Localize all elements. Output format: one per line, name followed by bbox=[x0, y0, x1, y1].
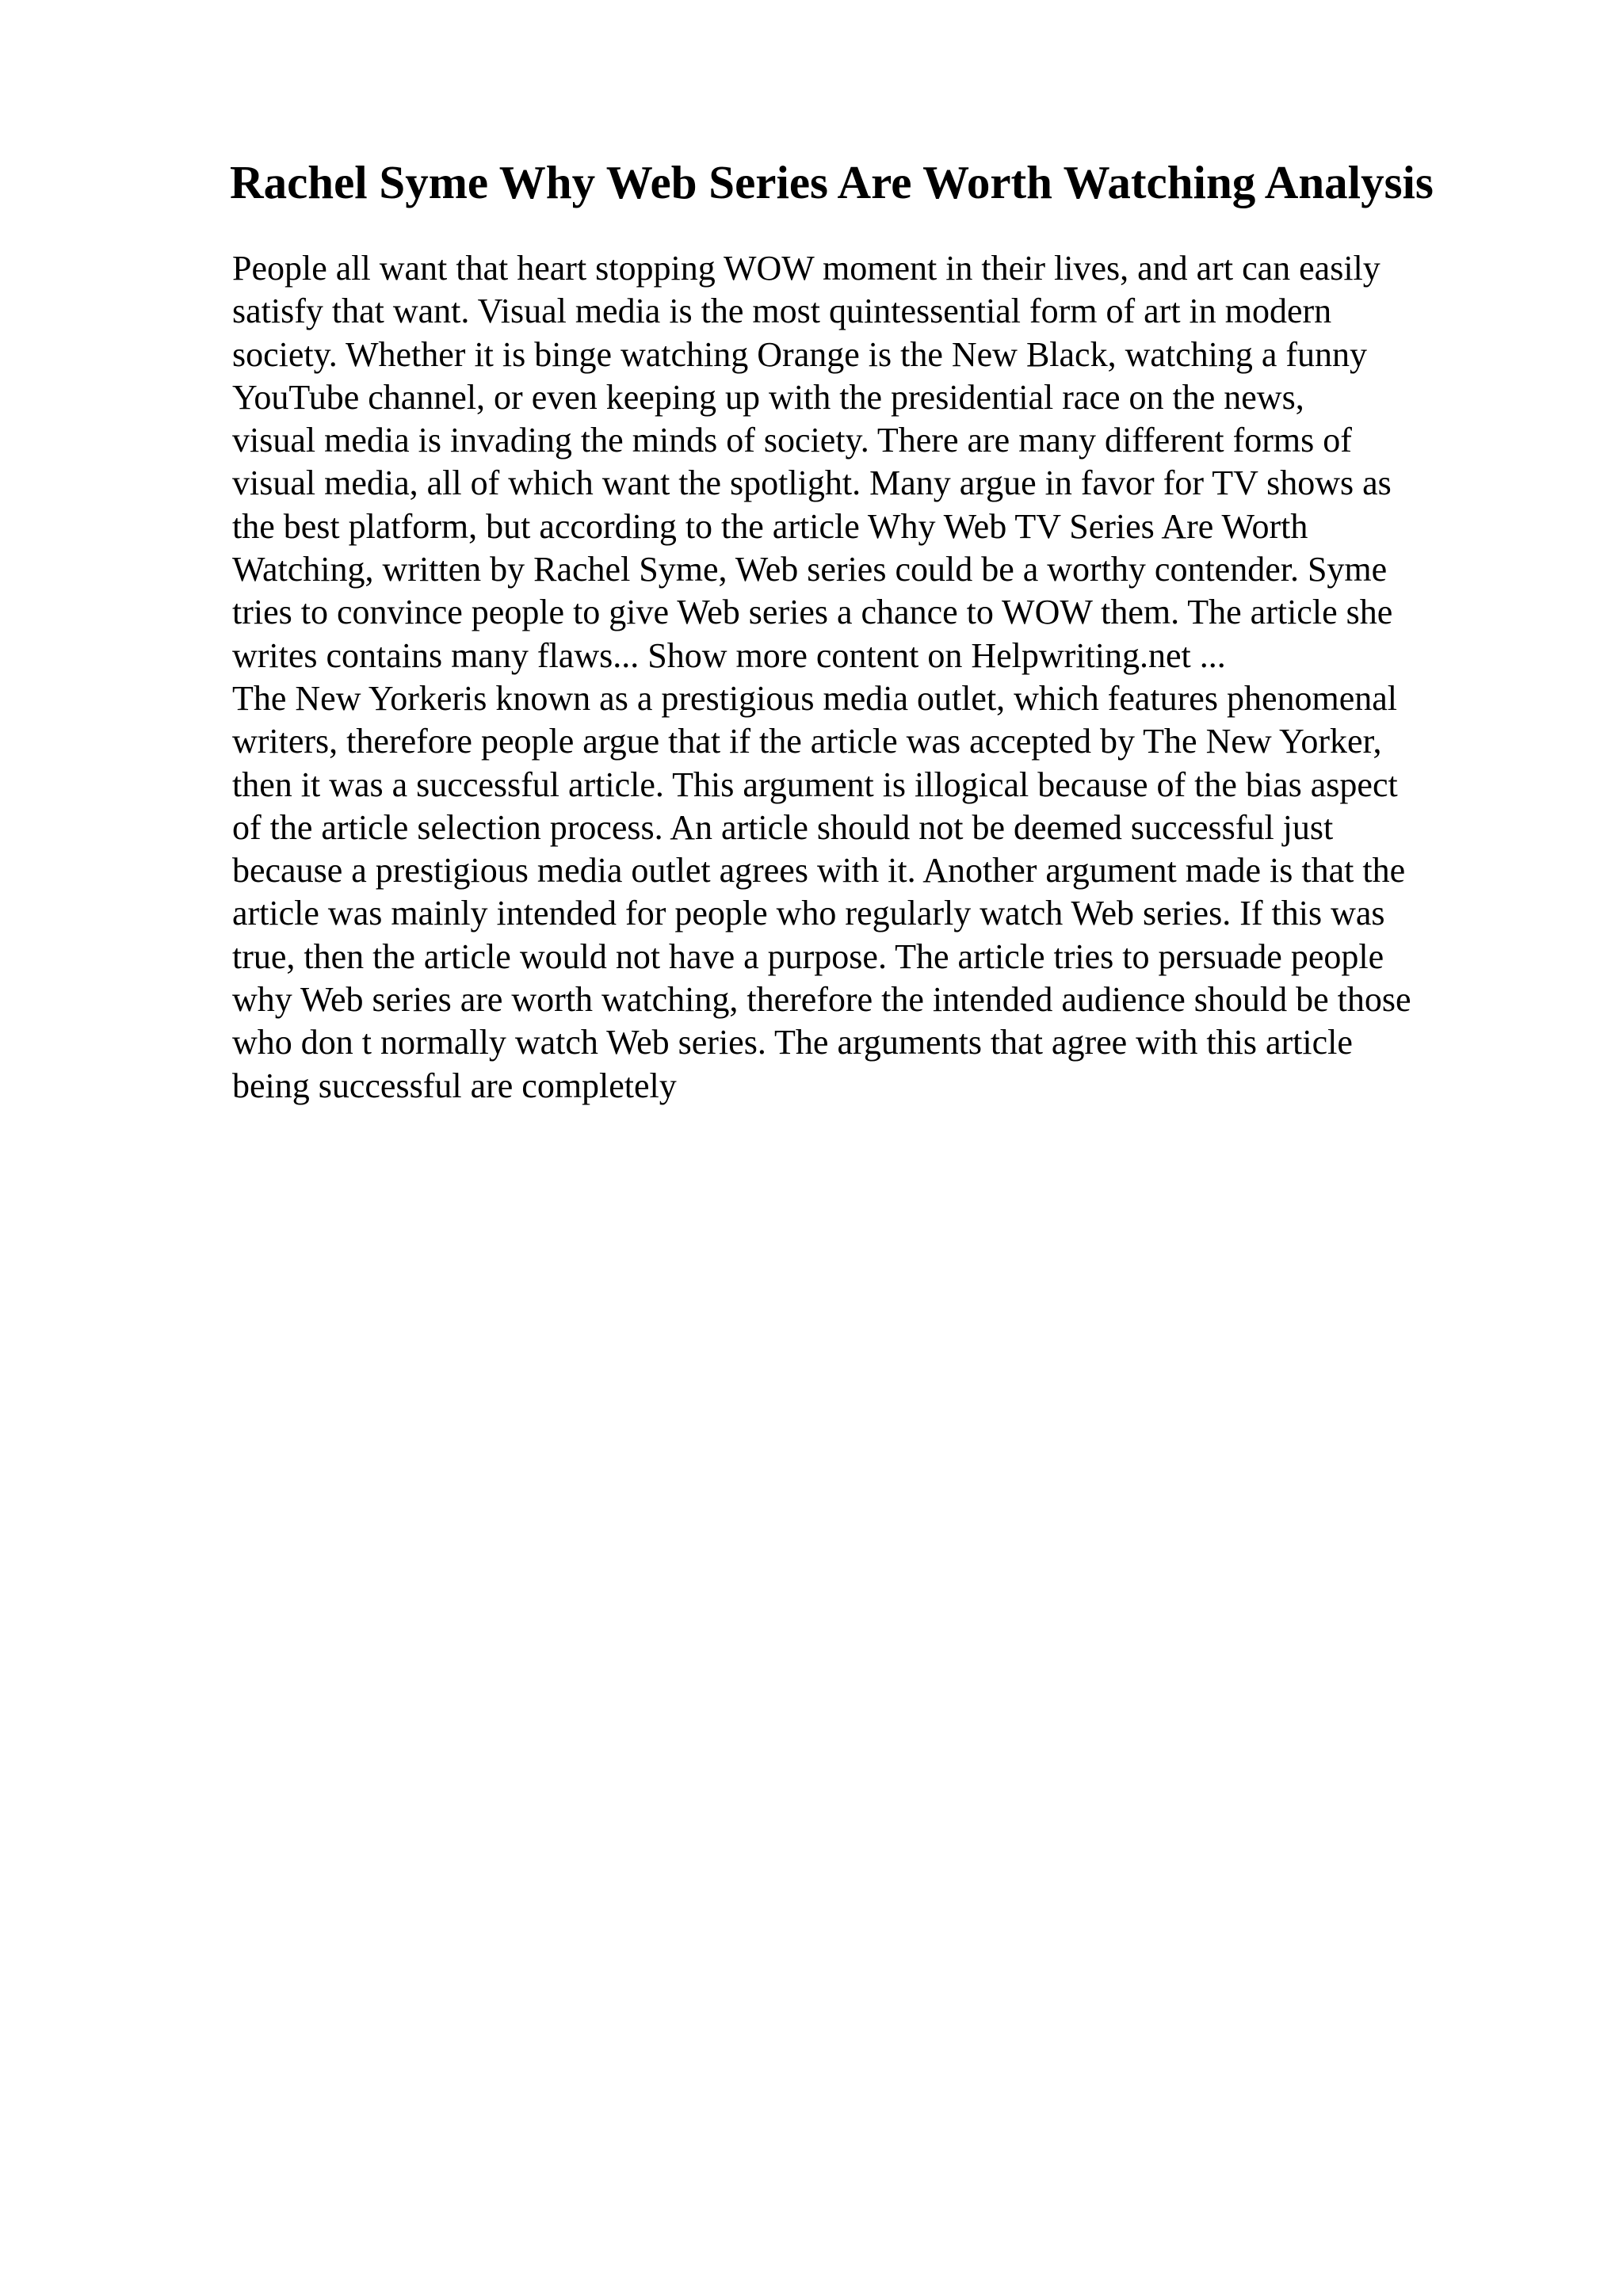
text-line: true, then the article would not have a purpose. The article tries to persuade people bbox=[232, 936, 1384, 976]
text-line: being successful are completely bbox=[232, 1066, 677, 1105]
text-line: why Web series are worth watching, therefore the intended audience should be those bbox=[232, 980, 1411, 1020]
text-line: People all want that heart stopping WOW moment in their lives, and art can easily bbox=[232, 249, 1381, 288]
text-line: writers, therefore people argue that if the article was accepted by The New Yorker, bbox=[232, 722, 1382, 761]
paragraph-1 bbox=[232, 247, 1500, 677]
text-line: society. Whether it is binge watching Orange is the New Black, watching a funny bbox=[232, 334, 1368, 374]
text-line: Watching, written by Rachel Syme, Web series could be a worthy contender. Syme bbox=[232, 550, 1388, 589]
text-line: writes contains many flaws... Show more content on Helpwriting.net ... bbox=[232, 635, 1226, 675]
paragraph-2 bbox=[232, 677, 1500, 1108]
text-line: visual media is invading the minds of society. There are many different forms of bbox=[232, 421, 1352, 460]
text-line: of the article selection process. An article should not be deemed successful just bbox=[232, 807, 1334, 847]
text-line: satisfy that want. Visual media is the most quintessential form of art in modern bbox=[232, 292, 1332, 331]
text-line: The New Yorkeris known as a prestigious media outlet, which features phenomenal bbox=[232, 679, 1397, 718]
text-line: article was mainly intended for people who regularly watch Web series. If this was bbox=[232, 894, 1385, 933]
text-line: who don t normally watch Web series. The arguments that agree with this article bbox=[232, 1023, 1353, 1062]
text-line: tries to convince people to give Web series a chance to WOW them. The article she bbox=[232, 593, 1393, 632]
text-line: the best platform, but according to the article Why Web TV Series Are Worth bbox=[232, 506, 1308, 546]
document-title: Rachel Syme Why Web Series Are Worth Watching Analysis bbox=[230, 156, 1434, 208]
text-line: YouTube channel, or even keeping up with the presidential race on the news, bbox=[232, 377, 1304, 417]
text-line: because a prestigious media outlet agrees with it. Another argument made is that the bbox=[232, 851, 1406, 891]
text-line: then it was a successful article. This argument is illogical because of the bias aspect bbox=[232, 765, 1398, 804]
text-line: visual media, all of which want the spotlight. Many argue in favor for TV shows as bbox=[232, 463, 1392, 503]
